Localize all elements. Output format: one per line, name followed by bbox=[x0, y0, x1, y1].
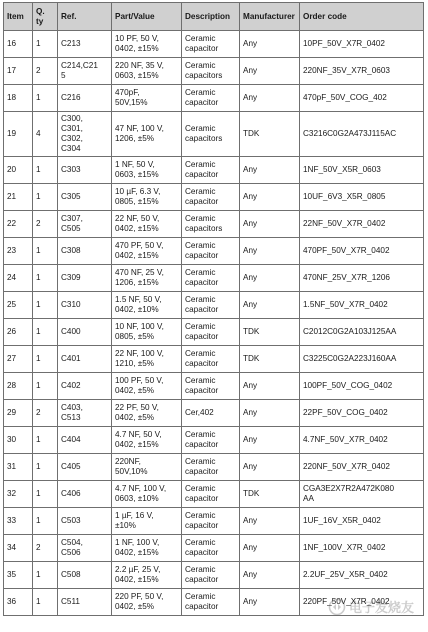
cell-description: Ceramic capacitor bbox=[182, 535, 240, 562]
cell-description: Ceramic capacitor bbox=[182, 238, 240, 265]
table-row bbox=[4, 319, 424, 346]
cell-ref: C504, C506 bbox=[58, 535, 112, 562]
cell-manufacturer: Any bbox=[240, 454, 300, 481]
cell-manufacturer: Any bbox=[240, 508, 300, 535]
cell-ref: C508 bbox=[58, 562, 112, 589]
header-part-value: Part/Value bbox=[112, 3, 182, 31]
cell-part-value: 470 NF, 25 V, 1206, ±15% bbox=[112, 265, 182, 292]
watermark-text: 电子发烧友 bbox=[348, 601, 414, 616]
cell-ref: C300, C301, C302, C304 bbox=[58, 112, 112, 157]
cell-part-value: 220 PF, 50 V, 0402, ±5% bbox=[112, 589, 182, 616]
cell-part-value: 47 NF, 100 V, 1206, ±5% bbox=[112, 112, 182, 157]
cell-description: Ceramic capacitor bbox=[182, 454, 240, 481]
cell-order-code: 1UF_16V_X5R_0402 bbox=[300, 508, 424, 535]
cell-item: 36 bbox=[4, 589, 33, 616]
cell-qty: 1 bbox=[33, 508, 58, 535]
table-row bbox=[4, 535, 424, 562]
cell-manufacturer: Any bbox=[240, 211, 300, 238]
bom-table bbox=[3, 2, 424, 616]
cell-ref: C406 bbox=[58, 481, 112, 508]
cell-description: Ceramic capacitor bbox=[182, 31, 240, 58]
cell-order-code: 10UF_6V3_X5R_0805 bbox=[300, 184, 424, 211]
cell-manufacturer: Any bbox=[240, 562, 300, 589]
header-order-code: Order code bbox=[300, 3, 424, 31]
cell-item: 30 bbox=[4, 427, 33, 454]
cell-qty: 1 bbox=[33, 373, 58, 400]
cell-qty: 1 bbox=[33, 292, 58, 319]
cell-manufacturer: TDK bbox=[240, 112, 300, 157]
cell-description: Ceramic capacitor bbox=[182, 157, 240, 184]
cell-order-code: 220NF_35V_X7R_0603 bbox=[300, 58, 424, 85]
cell-description: Ceramic capacitors bbox=[182, 211, 240, 238]
cell-order-code: 22PF_50V_COG_0402 bbox=[300, 400, 424, 427]
cell-ref: C216 bbox=[58, 85, 112, 112]
cell-qty: 1 bbox=[33, 238, 58, 265]
header-description: Description bbox=[182, 3, 240, 31]
cell-qty: 1 bbox=[33, 481, 58, 508]
table-row bbox=[4, 211, 424, 238]
cell-manufacturer: Any bbox=[240, 535, 300, 562]
cell-part-value: 470pF, 50V,15% bbox=[112, 85, 182, 112]
cell-manufacturer: Any bbox=[240, 58, 300, 85]
cell-ref: C401 bbox=[58, 346, 112, 373]
cell-part-value: 100 PF, 50 V, 0402, ±5% bbox=[112, 373, 182, 400]
cell-description: Ceramic capacitors bbox=[182, 58, 240, 85]
header-qty: Q. ty bbox=[33, 3, 58, 31]
cell-item: 20 bbox=[4, 157, 33, 184]
cell-item: 31 bbox=[4, 454, 33, 481]
table-header bbox=[4, 3, 424, 31]
header-ref: Ref. bbox=[58, 3, 112, 31]
cell-order-code: 2.2UF_25V_X5R_0402 bbox=[300, 562, 424, 589]
cell-qty: 1 bbox=[33, 346, 58, 373]
cell-description: Ceramic capacitor bbox=[182, 481, 240, 508]
cell-order-code: 10PF_50V_X7R_0402 bbox=[300, 31, 424, 58]
cell-qty: 1 bbox=[33, 31, 58, 58]
cell-order-code: C2012C0G2A103J125AA bbox=[300, 319, 424, 346]
table-row bbox=[4, 454, 424, 481]
table-row bbox=[4, 589, 424, 616]
cell-part-value: 10 NF, 100 V, 0805, ±5% bbox=[112, 319, 182, 346]
cell-manufacturer: Any bbox=[240, 265, 300, 292]
table-body bbox=[4, 31, 424, 616]
cell-ref: C503 bbox=[58, 508, 112, 535]
cell-description: Cer,402 bbox=[182, 400, 240, 427]
cell-item: 19 bbox=[4, 112, 33, 157]
cell-qty: 2 bbox=[33, 211, 58, 238]
cell-description: Ceramic capacitor bbox=[182, 508, 240, 535]
cell-description: Ceramic capacitor bbox=[182, 85, 240, 112]
cell-qty: 1 bbox=[33, 265, 58, 292]
cell-qty: 1 bbox=[33, 454, 58, 481]
cell-part-value: 22 NF, 50 V, 0402, ±15% bbox=[112, 211, 182, 238]
cell-item: 22 bbox=[4, 211, 33, 238]
cell-ref: C310 bbox=[58, 292, 112, 319]
cell-ref: C214,C21 5 bbox=[58, 58, 112, 85]
table-row bbox=[4, 112, 424, 157]
cell-part-value: 1 NF, 100 V, 0402, ±15% bbox=[112, 535, 182, 562]
cell-manufacturer: TDK bbox=[240, 346, 300, 373]
table-row bbox=[4, 265, 424, 292]
header-manufacturer: Manufacturer bbox=[240, 3, 300, 31]
cell-item: 29 bbox=[4, 400, 33, 427]
table-row bbox=[4, 481, 424, 508]
cell-item: 24 bbox=[4, 265, 33, 292]
cell-part-value: 22 NF, 100 V, 1210, ±5% bbox=[112, 346, 182, 373]
cell-manufacturer: Any bbox=[240, 31, 300, 58]
cell-item: 33 bbox=[4, 508, 33, 535]
cell-part-value: 22 PF, 50 V, 0402, ±5% bbox=[112, 400, 182, 427]
cell-manufacturer: Any bbox=[240, 589, 300, 616]
cell-ref: C404 bbox=[58, 427, 112, 454]
cell-item: 34 bbox=[4, 535, 33, 562]
cell-item: 27 bbox=[4, 346, 33, 373]
table-row bbox=[4, 400, 424, 427]
cell-qty: 4 bbox=[33, 112, 58, 157]
table-row bbox=[4, 58, 424, 85]
cell-manufacturer: Any bbox=[240, 400, 300, 427]
cell-manufacturer: Any bbox=[240, 373, 300, 400]
cell-qty: 1 bbox=[33, 85, 58, 112]
cell-ref: C403, C513 bbox=[58, 400, 112, 427]
cell-qty: 2 bbox=[33, 58, 58, 85]
cell-manufacturer: Any bbox=[240, 238, 300, 265]
cell-item: 17 bbox=[4, 58, 33, 85]
cell-ref: C405 bbox=[58, 454, 112, 481]
cell-order-code: 470PF_50V_X7R_0402 bbox=[300, 238, 424, 265]
cell-part-value: 470 PF, 50 V, 0402, ±15% bbox=[112, 238, 182, 265]
cell-description: Ceramic capacitors bbox=[182, 112, 240, 157]
table-row bbox=[4, 85, 424, 112]
cell-item: 26 bbox=[4, 319, 33, 346]
cell-description: Ceramic capacitor bbox=[182, 319, 240, 346]
cell-manufacturer: Any bbox=[240, 157, 300, 184]
cell-item: 25 bbox=[4, 292, 33, 319]
cell-order-code: 220NF_50V_X7R_0402 bbox=[300, 454, 424, 481]
table-row bbox=[4, 157, 424, 184]
cell-part-value: 4.7 NF, 100 V, 0603, ±10% bbox=[112, 481, 182, 508]
cell-ref: C307, C505 bbox=[58, 211, 112, 238]
cell-qty: 2 bbox=[33, 400, 58, 427]
cell-order-code: 4.7NF_50V_X7R_0402 bbox=[300, 427, 424, 454]
cell-qty: 1 bbox=[33, 184, 58, 211]
cell-order-code: 22NF_50V_X7R_0402 bbox=[300, 211, 424, 238]
cell-part-value: 10 PF, 50 V, 0402, ±15% bbox=[112, 31, 182, 58]
cell-description: Ceramic capacitor bbox=[182, 346, 240, 373]
table-row bbox=[4, 508, 424, 535]
cell-part-value: 1 NF, 50 V, 0603, ±15% bbox=[112, 157, 182, 184]
cell-manufacturer: TDK bbox=[240, 481, 300, 508]
table-row bbox=[4, 292, 424, 319]
cell-qty: 1 bbox=[33, 427, 58, 454]
cell-ref: C213 bbox=[58, 31, 112, 58]
cell-item: 32 bbox=[4, 481, 33, 508]
header-item: Item bbox=[4, 3, 33, 31]
cell-qty: 1 bbox=[33, 562, 58, 589]
table-row bbox=[4, 427, 424, 454]
cell-ref: C309 bbox=[58, 265, 112, 292]
cell-item: 18 bbox=[4, 85, 33, 112]
cell-item: 28 bbox=[4, 373, 33, 400]
cell-part-value: 2.2 µF, 25 V, 0402, ±15% bbox=[112, 562, 182, 589]
cell-item: 23 bbox=[4, 238, 33, 265]
table-row bbox=[4, 373, 424, 400]
cell-qty: 2 bbox=[33, 535, 58, 562]
cell-description: Ceramic capacitor bbox=[182, 184, 240, 211]
cell-description: Ceramic capacitor bbox=[182, 265, 240, 292]
cell-order-code: 220PF_50V_X7R_0402 bbox=[300, 589, 424, 616]
cell-order-code: 1NF_50V_X5R_0603 bbox=[300, 157, 424, 184]
cell-item: 21 bbox=[4, 184, 33, 211]
cell-ref: C400 bbox=[58, 319, 112, 346]
cell-item: 35 bbox=[4, 562, 33, 589]
cell-part-value: 220NF, 50V,10% bbox=[112, 454, 182, 481]
cell-manufacturer: Any bbox=[240, 427, 300, 454]
cell-order-code: CGA3E2X7R2A472K080 AA bbox=[300, 481, 424, 508]
cell-qty: 1 bbox=[33, 319, 58, 346]
cell-ref: C305 bbox=[58, 184, 112, 211]
cell-ref: C303 bbox=[58, 157, 112, 184]
cell-order-code: 1.5NF_50V_X7R_0402 bbox=[300, 292, 424, 319]
cell-item: 16 bbox=[4, 31, 33, 58]
cell-order-code: 470NF_25V_X7R_1206 bbox=[300, 265, 424, 292]
cell-order-code: C3216C0G2A473J115AC bbox=[300, 112, 424, 157]
table-row bbox=[4, 346, 424, 373]
cell-description: Ceramic capacitor bbox=[182, 292, 240, 319]
cell-part-value: 220 NF, 35 V, 0603, ±15% bbox=[112, 58, 182, 85]
cell-manufacturer: TDK bbox=[240, 319, 300, 346]
cell-ref: C308 bbox=[58, 238, 112, 265]
table-row bbox=[4, 562, 424, 589]
cell-description: Ceramic capacitor bbox=[182, 373, 240, 400]
cell-order-code: 470pF_50V_COG_402 bbox=[300, 85, 424, 112]
cell-ref: C402 bbox=[58, 373, 112, 400]
cell-ref: C511 bbox=[58, 589, 112, 616]
header-row bbox=[4, 3, 424, 31]
cell-part-value: 1.5 NF, 50 V, 0402, ±10% bbox=[112, 292, 182, 319]
cell-description: Ceramic capacitor bbox=[182, 562, 240, 589]
cell-order-code: 1NF_100V_X7R_0402 bbox=[300, 535, 424, 562]
cell-part-value: 4.7 NF, 50 V, 0402, ±15% bbox=[112, 427, 182, 454]
table-row bbox=[4, 238, 424, 265]
cell-manufacturer: Any bbox=[240, 184, 300, 211]
cell-order-code: 100PF_50V_COG_0402 bbox=[300, 373, 424, 400]
cell-description: Ceramic capacitor bbox=[182, 427, 240, 454]
cell-qty: 1 bbox=[33, 589, 58, 616]
cell-part-value: 1 µF, 16 V, ±10% bbox=[112, 508, 182, 535]
cell-manufacturer: Any bbox=[240, 292, 300, 319]
cell-order-code: C3225C0G2A223J160AA bbox=[300, 346, 424, 373]
table-row bbox=[4, 31, 424, 58]
table-row bbox=[4, 184, 424, 211]
cell-part-value: 10 µF, 6.3 V, 0805, ±15% bbox=[112, 184, 182, 211]
cell-qty: 1 bbox=[33, 157, 58, 184]
cell-description: Ceramic capacitor bbox=[182, 589, 240, 616]
cell-manufacturer: Any bbox=[240, 85, 300, 112]
